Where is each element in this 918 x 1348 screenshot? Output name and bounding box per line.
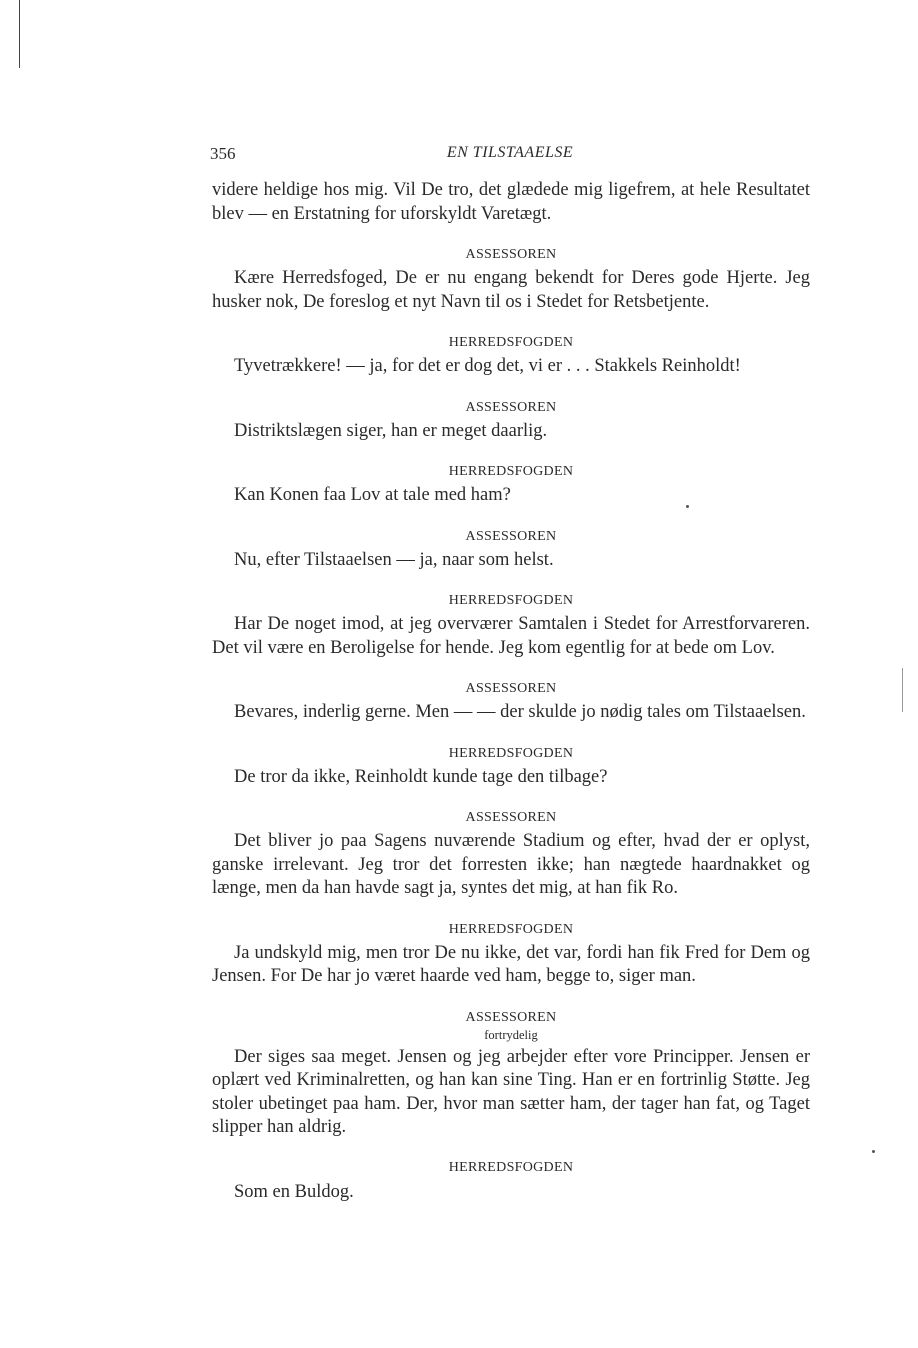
speech-text: Har De noget imod, at jeg overværer Samtalen i Stedet for Arrestforvareren. Det vil være en Beroligelse for hende. Jeg kom egentlig for at bede om Lov. bbox=[212, 614, 810, 658]
speech-text: Der siges saa meget. Jensen og jeg arbejder efter vore Principper. Jensen er oplært ved Kriminalretten, og han kan sine Ting. Han er en fortrinlig Støtte. Jeg stoler ubetinget paa ham. Der, hvor man sætter ham, der tager han fat, og Taget slipper han aldrig. bbox=[212, 1046, 810, 1137]
scan-edge-mark bbox=[902, 668, 903, 712]
speaker-name: ASSESSOREN bbox=[465, 528, 557, 544]
speaker-name: ASSESSOREN bbox=[465, 1009, 557, 1025]
speech-text: De tror da ikke, Reinholdt kunde tage den tilbage? bbox=[234, 766, 608, 787]
speech-text: Distriktslægen siger, han er meget daarlig. bbox=[234, 420, 548, 441]
speech-text: Som en Buldog. bbox=[234, 1181, 354, 1202]
continued-paragraph: videre heldige hos mig. Vil De tro, det glædede mig ligefrem, at hele Resultatet blev — en Erstatning for uforskyldt Varetægt. bbox=[212, 180, 810, 224]
speech-text: Ja undskyld mig, men tror De nu ikke, det var, fordi han fik Fred for Dem og Jensen. For De har jo været haarde ved ham, begge to, siger man. bbox=[212, 942, 810, 986]
speaker-name: HERREDSFOGDEN bbox=[448, 593, 574, 608]
speech-text: Kan Konen faa Lov at tale med ham? bbox=[234, 485, 511, 505]
speech-text: Det bliver jo paa Sagens nuværende Stadium og efter, hvad der er oplyst, ganske irrelevant. Jeg tror det forresten ikke; han nægtede haardnakket og længe, men da han havde sagt ja, syntes det mig, at han fik Ro. bbox=[212, 831, 810, 898]
speech-text: Bevares, inderlig gerne. Men — — der skulde jo nødig tales om Tilstaaelsen. bbox=[234, 702, 806, 722]
speaker-name: ASSESSOREN bbox=[465, 810, 557, 825]
speech-text: Nu, efter Tilstaaelsen — ja, naar som helst. bbox=[234, 549, 554, 570]
scan-edge-mark bbox=[19, 0, 20, 68]
speaker-name: HERREDSFOGDEN bbox=[448, 335, 574, 350]
running-title: EN TILSTAAELSE bbox=[446, 144, 574, 161]
speaker-name: HERREDSFOGDEN bbox=[448, 1159, 574, 1175]
page-header bbox=[210, 144, 810, 166]
speaker-name: ASSESSOREN bbox=[465, 247, 557, 262]
scan-speck bbox=[872, 1150, 875, 1153]
closing-exchange bbox=[212, 1160, 810, 1208]
stage-direction: fortrydelig bbox=[484, 1027, 538, 1042]
dialogue-body bbox=[212, 179, 810, 1208]
speaker-name: HERREDSFOGDEN bbox=[448, 745, 574, 761]
speaker-name: ASSESSOREN bbox=[465, 681, 557, 696]
speaker-name: HERREDSFOGDEN bbox=[448, 921, 574, 937]
speech-text: Kære Herredsfoged, De er nu engang bekendt for Deres gode Hjerte. Jeg husker nok, De foreslog et nyt Navn til os i Stedet for Retsbetjente. bbox=[212, 268, 810, 312]
speaker-name: ASSESSOREN bbox=[465, 399, 557, 415]
speaker-name: HERREDSFOGDEN bbox=[448, 464, 574, 479]
speech-text: Tyvetrækkere! — ja, for det er dog det, vi er . . . Stakkels Reinholdt! bbox=[234, 356, 741, 376]
page-number: 356 bbox=[210, 144, 236, 163]
